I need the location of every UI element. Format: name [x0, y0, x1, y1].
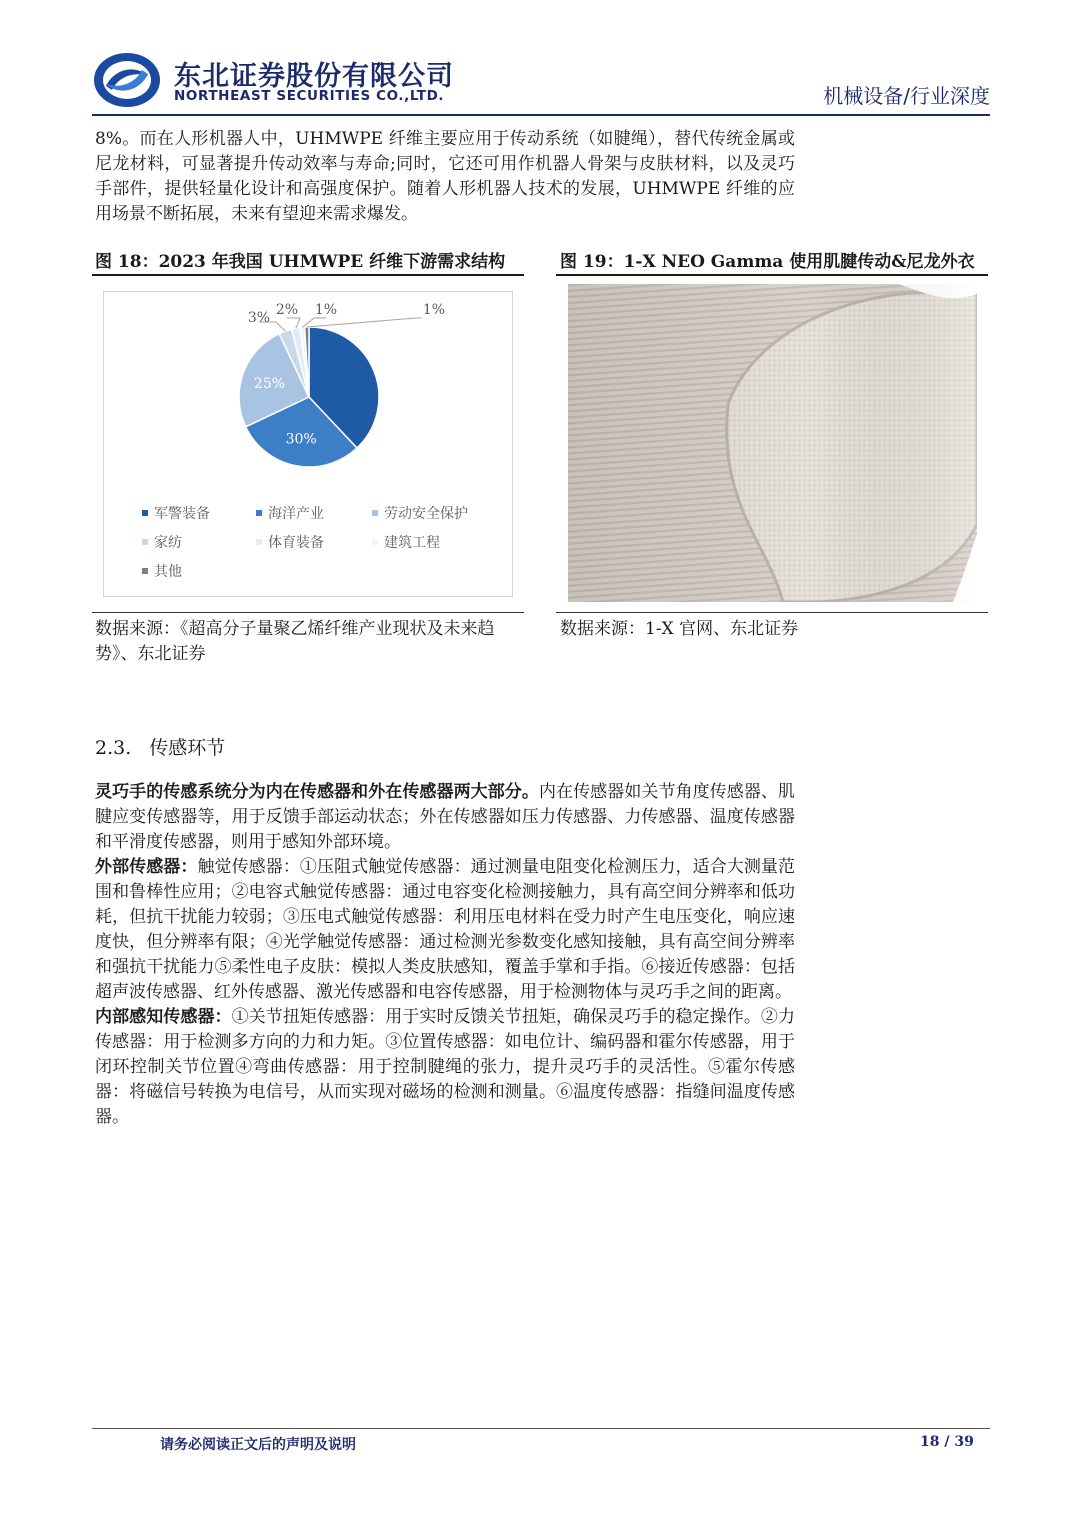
company-logo-icon — [92, 50, 162, 110]
neo-gamma-fabric-image — [568, 284, 977, 602]
figure18-title: 图 18：2023 年我国 UHMWPE 纤维下游需求结构 — [95, 252, 506, 272]
external-sensors-label: 外部传感器： — [95, 857, 198, 877]
company-name-en: NORTHEAST SECURITIES CO.,LTD. — [174, 88, 445, 104]
legend-item — [256, 532, 324, 552]
industry-tag: 机械设备/行业深度 — [823, 84, 990, 108]
legend-item — [142, 561, 182, 581]
legend-item — [256, 503, 324, 523]
sensing-paragraph — [95, 780, 795, 1130]
figure19-title: 图 19：1-X NEO Gamma 使用肌腱传动&尼龙外衣 — [560, 252, 975, 272]
legend-swatch — [256, 539, 262, 545]
sensing-lead-bold: 灵巧手的传感系统分为内在传感器和外在传感器两大部分。 — [95, 782, 539, 802]
subsection-title: 传感环节 — [149, 737, 226, 759]
legend-item — [142, 532, 182, 552]
pie-data-label: 3% — [247, 310, 271, 326]
figure19-source: 数据来源：1-X 官网、东北证券 — [560, 619, 799, 639]
pie-data-label: 30% — [285, 431, 317, 448]
figure19-photo — [568, 284, 977, 602]
legend-swatch — [142, 568, 148, 574]
legend-label: 体育装备 — [268, 535, 324, 551]
legend-label: 家纺 — [154, 535, 182, 551]
page-header — [92, 48, 990, 112]
legend-swatch — [142, 510, 148, 516]
pie-data-label: 1% — [314, 302, 338, 318]
legend-item — [372, 503, 468, 523]
legend-swatch — [256, 510, 262, 516]
pie-leader-line — [307, 318, 422, 327]
pie-data-label: 38% — [332, 374, 364, 391]
company-name-cn: 东北证券股份有限公司 — [174, 61, 454, 92]
sensing-lead-text: 内在传感器如关节角度传感器、肌腱应变传感器等，用于反馈手部运动状态；外在传感器如压力传感器、力传感器、温度传感器和平滑度传感器，则用于感知外部环境。 — [95, 782, 796, 852]
figure18-bottom-rule — [92, 612, 524, 613]
legend-swatch — [372, 510, 378, 516]
legend-swatch — [142, 539, 148, 545]
internal-sensors-text: ①关节扭矩传感器：用于实时反馈关节扭矩，确保灵巧手的稳定操作。②力传感器：用于检测多方向的力和力矩。③位置传感器：如电位计、编码器和霍尔传感器，用于闭环控制关节位置④弯曲传感器：用于控制腱绳的张力，提升灵巧手的灵活性。⑤霍尔传感器：将磁信号转换为电信号，从而实现对磁场的检测和测量。⑥温度传感器：指缝间温度传感器。 — [95, 1007, 796, 1127]
legend-swatch — [372, 539, 378, 545]
subsection-number: 2.3. — [95, 737, 132, 759]
internal-sensors-label: 内部感知传感器： — [95, 1007, 232, 1027]
figure19-title-rule — [556, 274, 988, 276]
legend-label: 其他 — [154, 564, 182, 580]
pie-chart — [104, 292, 514, 492]
legend-label: 军警装备 — [154, 506, 210, 522]
subsection-heading — [95, 733, 225, 760]
disclaimer-notice: 请务必阅读正文后的声明及说明 — [160, 1437, 356, 1453]
pie-data-label: 1% — [422, 302, 446, 318]
figure19-bottom-rule — [556, 612, 988, 613]
header-divider — [92, 114, 990, 116]
legend-item — [142, 503, 210, 523]
page-number: 18 / 39 — [920, 1434, 974, 1450]
intro-paragraph: 8%。而在人形机器人中，UHMWPE 纤维主要应用于传动系统（如腱绳），替代传统金属或尼龙材料，可显著提升传动效率与寿命;同时，它还可用作机器人骨架与皮肤材料，以及灵巧手部件，提供轻量化设计和高强度保护。随着人形机器人技术的发展，UHMWPE 纤维的应用场景不断拓展，未来有望迎来需求爆发。 — [95, 129, 795, 224]
legend-label: 劳动安全保护 — [384, 506, 468, 522]
footer-divider — [92, 1428, 990, 1429]
figure18-source: 数据来源：《超高分子量聚乙烯纤维产业现状及未来趋势》、东北证券 — [95, 619, 495, 664]
pie-data-label: 25% — [253, 375, 286, 392]
legend-item — [372, 532, 440, 552]
pie-data-label: 2% — [275, 302, 299, 318]
pie-leader-line — [287, 318, 300, 328]
figure18-title-rule — [92, 274, 524, 276]
legend-label: 建筑工程 — [384, 535, 440, 551]
external-sensors-text: 触觉传感器：①压阻式触觉传感器：通过测量电阻变化检测压力，适合大测量范围和鲁棒性应用；②电容式触觉传感器：通过电容变化检测接触力，具有高空间分辨率和低功耗，但抗干扰能力较弱；③压电式触觉传感器：利用压电材料在受力时产生电压变化，响应速度快，但分辨率有限；④光学触觉传感器：通过检测光参数变化感知接触，具有高空间分辨率和强抗干扰能力⑤柔性电子皮肤：模拟人类皮肤感知，覆盖手掌和手指。⑥接近传感器：包括超声波传感器、红外传感器、激光传感器和电容传感器，用于检测物体与灵巧手之间的距离。 — [95, 857, 796, 1002]
legend-label: 海洋产业 — [268, 506, 324, 522]
figure18-chart — [103, 291, 513, 597]
